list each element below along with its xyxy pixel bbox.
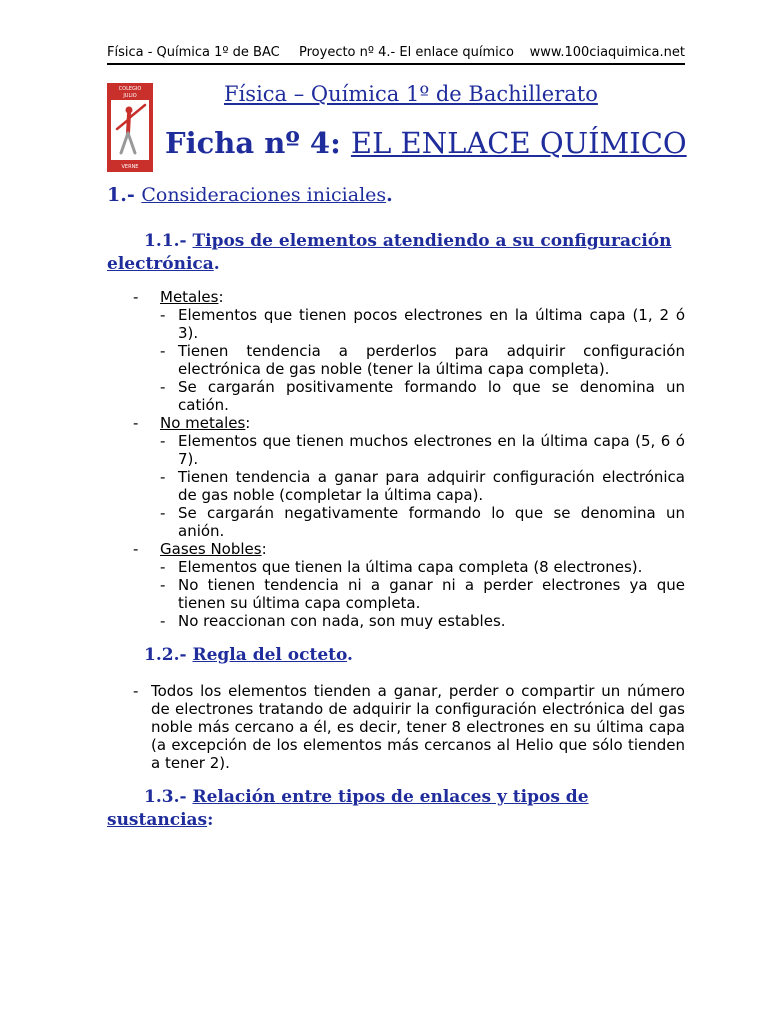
dash-marker: - — [160, 576, 166, 594]
list-item-text: Se cargarán positivamente formando lo que se denomina un catión. — [178, 378, 685, 414]
section-1-number: 1.- — [107, 184, 142, 206]
list-item — [107, 432, 685, 468]
logo-mid-text: JULIO — [123, 93, 137, 99]
subsection-1-2-heading — [144, 644, 353, 667]
list-item — [107, 682, 685, 772]
dash-marker: - — [133, 288, 139, 306]
group-label: No metales — [160, 414, 246, 432]
list-item-text: Elementos que tienen la última capa completa (8 electrones). — [178, 558, 643, 576]
list-item — [107, 558, 685, 576]
subsection-1-3-heading — [107, 786, 687, 832]
header-left-text: Física - Química 1º de BAC — [107, 45, 280, 60]
list-item — [107, 306, 685, 342]
dash-marker: - — [160, 432, 166, 450]
list-item-text: No reaccionan con nada, son muy estables. — [178, 612, 506, 630]
list-item-text: Elementos que tienen pocos electrones en la última capa (1, 2 ó 3). — [178, 306, 685, 342]
subsection-1-2-title: Regla del octeto — [192, 645, 348, 665]
section-1-title: Consideraciones iniciales — [141, 184, 387, 206]
header-right-text: www.100ciaquimica.net — [529, 45, 685, 60]
dash-marker: - — [160, 342, 166, 360]
section-1-heading — [107, 181, 393, 209]
octet-rule-paragraph: Todos los elementos tienden a ganar, perder o compartir un número de electrones tratando de adquirir la configuración electrónica del gas noble más cercano a él, es decir, tener 8 electrones en su última capa (a excepción de los elementos más cercanos al Helio que sólo tienden a tener 2). — [151, 682, 685, 772]
title-prefix: Ficha nº 4: — [165, 126, 351, 160]
page-title — [165, 124, 687, 162]
dash-marker: - — [133, 540, 139, 558]
list-item-group — [107, 414, 685, 432]
list-item — [107, 342, 685, 378]
subsection-1-2-end: . — [347, 645, 353, 665]
subsection-1-3-title: Relación entre tipos de enlaces y tipos de sustancias — [107, 787, 589, 830]
dash-marker: - — [160, 306, 166, 324]
colon: : — [245, 414, 251, 432]
dash-marker: - — [160, 558, 166, 576]
dash-marker: - — [160, 612, 166, 630]
list-item-text: Tienen tendencia a perderlos para adquirir configuración electrónica de gas noble (tener la última capa completa). — [178, 342, 685, 378]
dash-marker: - — [133, 414, 139, 432]
dash-marker: - — [160, 504, 166, 522]
course-subtitle: Física – Química 1º de Bachillerato — [224, 82, 598, 106]
dash-marker: - — [133, 682, 139, 700]
group-label: Gases Nobles — [160, 540, 262, 558]
subsection-1-3-number: 1.3.- — [144, 787, 193, 807]
list-item — [107, 468, 685, 504]
octet-rule-list — [107, 682, 685, 772]
school-logo — [107, 83, 153, 172]
list-item-text: No tienen tendencia ni a ganar ni a perder electrones ya que tienen su última capa completa. — [178, 576, 685, 612]
subsection-1-1-end: . — [213, 254, 220, 274]
list-item-group — [107, 288, 685, 306]
subsection-1-3-end: : — [207, 810, 214, 830]
section-1-end: . — [386, 184, 393, 206]
header-middle-text: Proyecto nº 4.- El enlace químico — [299, 45, 514, 60]
dash-marker: - — [160, 378, 166, 396]
list-item — [107, 378, 685, 414]
subsection-1-1-title: Tipos de elementos atendiendo a su configuración electrónica — [107, 231, 672, 274]
list-item-text: Tienen tendencia a ganar para adquirir configuración electrónica de gas noble (completar la última capa). — [178, 468, 685, 504]
list-item — [107, 612, 685, 630]
page-header — [107, 45, 685, 65]
list-item-text: Elementos que tienen muchos electrones en la última capa (5, 6 ó 7). — [178, 432, 685, 468]
list-item — [107, 576, 685, 612]
colon: : — [218, 288, 224, 306]
title-main: EL ENLACE QUÍMICO — [350, 126, 687, 160]
element-types-list — [107, 288, 685, 630]
subsection-1-1-number: 1.1.- — [144, 231, 193, 251]
list-item-text: Se cargarán negativamente formando lo que se denomina un anión. — [178, 504, 685, 540]
logo-bottom-text: VERNE — [121, 164, 139, 170]
dash-marker: - — [160, 468, 166, 486]
list-item-group — [107, 540, 685, 558]
subsection-1-1-heading — [107, 230, 687, 276]
colon: : — [261, 540, 267, 558]
logo-top-text: COLEGIO — [118, 86, 142, 92]
list-item — [107, 504, 685, 540]
group-label: Metales — [160, 288, 219, 306]
subsection-1-2-number: 1.2.- — [144, 645, 193, 665]
